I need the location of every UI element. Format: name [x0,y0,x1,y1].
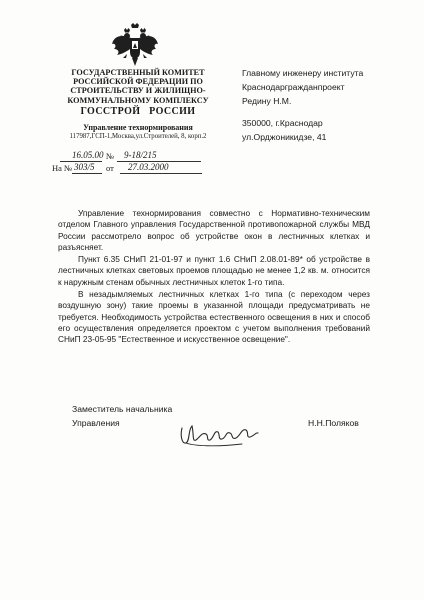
reference-date-rule [120,173,202,174]
signatory-title: Заместитель начальника [72,404,173,414]
reference-rule [72,173,102,174]
org-line: ГОСУДАРСТВЕННЫЙ КОМИТЕТ [71,68,205,77]
outgoing-date: 16.05.00 [72,150,104,160]
org-line: РОССИЙСКОЙ ФЕДЕРАЦИИ ПО [73,77,203,87]
department-block [50,123,226,141]
signatory-name: Н.Н.Поляков [308,418,359,428]
body-paragraph: Пункт 6.35 СНиП 21-01-97 и пункт 1.6 СНиП 2.08.01-89* об устройстве в лестничных клетках световых проемов площадью не менее 1,2 кв. м. относится к наружным стенам обычных лестничных клеток 1-го типа. [58,254,370,287]
handwritten-signature [176,416,262,450]
body-paragraph: В незадымляемых лестничных клетках 1-го типа (с переходом через воздушную зону) такие проемы в указанной площади предусматривать не требуется. Необходимость устройства естественного освещения в них и способ его осуществления определяется проектом с учетом выполнения требований СНиП 23-05-95 "Естественное и искусственное освещение". [58,289,370,345]
organization-short-name: ГОССТРОЙ РОССИИ [80,106,196,117]
addressee-line: ул.Орджоникидзе, 41 [242,132,327,142]
addressee-line: Главному инженеру института [242,68,364,78]
reference-label: На № [52,163,73,173]
letter-body [58,208,370,347]
outgoing-number-label: № [106,151,115,161]
department-address: 117987,ГСП-1,Москва,ул.Строителей, 8, корп.2 [69,133,207,140]
addressee-line: Редину Н.М. [242,96,292,106]
org-line: КОММУНАЛЬНОМУ КОМПЛЕКСУ [67,95,209,105]
double-headed-eagle-icon [111,22,159,68]
reference-from-label: от [106,163,114,173]
org-line: СТРОИТЕЛЬСТВУ И ЖИЛИЩНО- [70,86,206,96]
department-name: Управление технормирования [83,123,193,132]
addressee-line: 350000, г.Краснодар [242,118,323,128]
outgoing-number: 9-18/215 [124,150,157,160]
signatory-title: Управления [72,418,120,428]
reference-date: 27.03.2000 [128,162,169,172]
reference-number: 303/5 [74,162,95,172]
addressee-line: Краснодаргражданпроект [242,82,345,92]
body-paragraph: Управление технормирования совместно с Нормативно-техническим отделом Главного управления Государственной противопожарной службы МВД России рассмотрело вопрос об устройстве окон в лестничных клетках и разъясняет. [58,208,370,252]
organization-name [58,68,218,105]
